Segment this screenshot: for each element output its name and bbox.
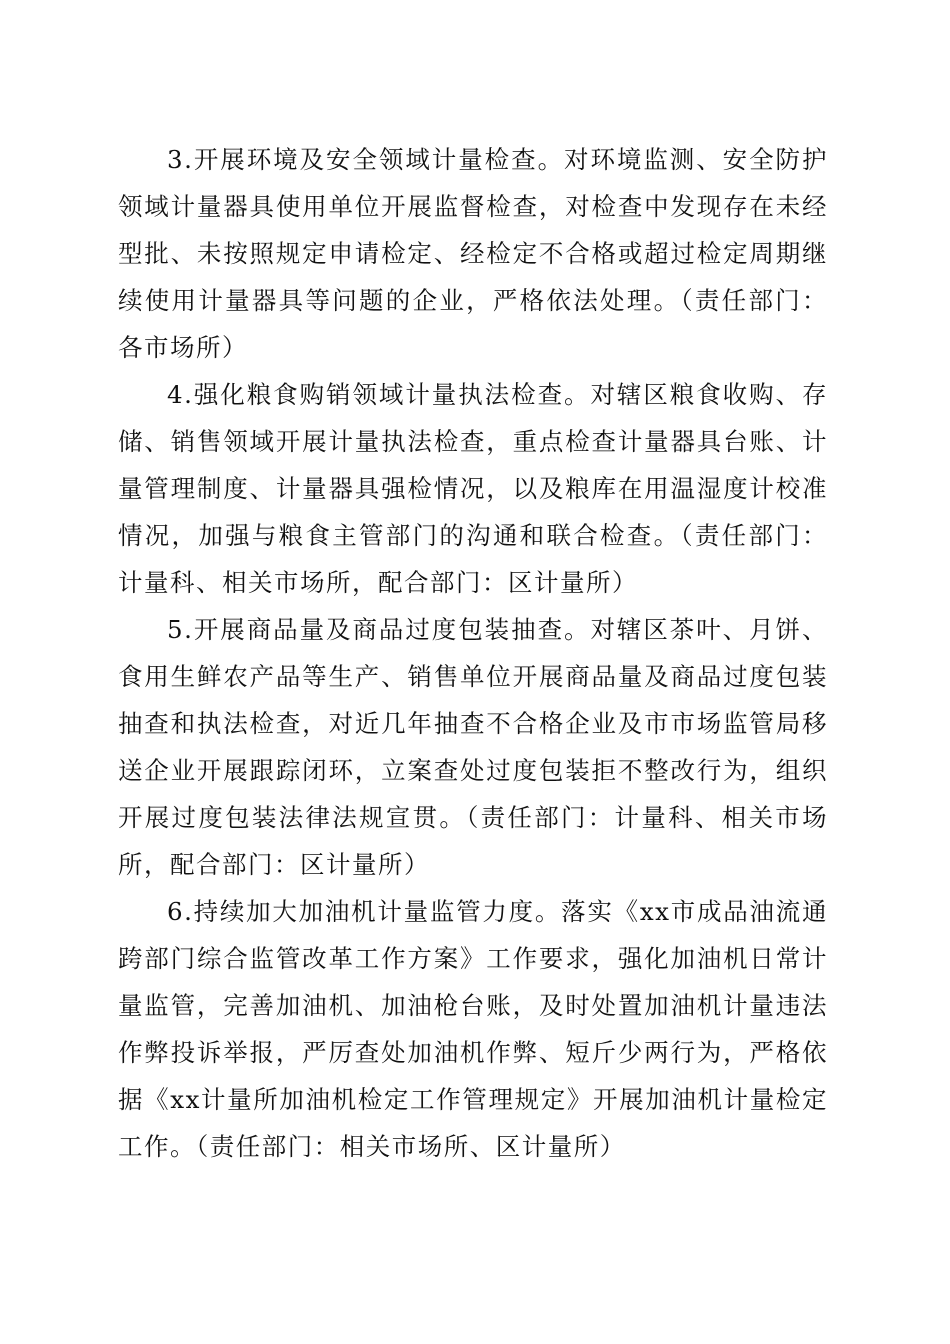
paragraph-line: 量监管，完善加油机、加油枪台账，及时处置加油机计量违法	[118, 991, 828, 1020]
paragraph-line: 情况，加强与粮食主管部门的沟通和联合检查。（责任部门：	[118, 521, 828, 550]
paragraph-item-6	[118, 888, 828, 1170]
paragraph-line: 工作。（责任部门：相关市场所、区计量所）	[118, 1132, 626, 1161]
paragraph-line: 领域计量器具使用单位开展监督检查，对检查中发现存在未经	[118, 192, 828, 221]
document-body	[118, 136, 828, 1170]
paragraph-line: 量管理制度、计量器具强检情况，以及粮库在用温湿度计校准	[118, 474, 828, 503]
paragraph-line: 送企业开展跟踪闭环，立案查处过度包装拒不整改行为，组织	[118, 756, 828, 785]
paragraph-line: 5.开展商品量及商品过度包装抽查。对辖区茶叶、月饼、	[167, 615, 828, 644]
paragraph-line: 抽查和执法检查，对近几年抽查不合格企业及市市场监管局移	[118, 709, 828, 738]
paragraph-item-4	[118, 371, 828, 606]
paragraph-line: 跨部门综合监管改革工作方案》工作要求，强化加油机日常计	[118, 944, 828, 973]
paragraph-line: 开展过度包装法律法规宣贯。（责任部门：计量科、相关市场	[118, 803, 828, 832]
paragraph-line: 所，配合部门：区计量所）	[118, 850, 430, 879]
paragraph-line: 食用生鲜农产品等生产、销售单位开展商品量及商品过度包装	[118, 662, 828, 691]
paragraph-line: 各市场所）	[118, 333, 248, 362]
paragraph-line: 型批、未按照规定申请检定、经检定不合格或超过检定周期继	[118, 239, 828, 268]
paragraph-line: 作弊投诉举报，严厉查处加油机作弊、短斤少两行为，严格依	[118, 1038, 828, 1067]
paragraph-line: 据《xx计量所加油机检定工作管理规定》开展加油机计量检定	[118, 1085, 828, 1114]
paragraph-line: 6.持续加大加油机计量监管力度。落实《xx市成品油流通	[167, 897, 828, 926]
paragraph-line: 计量科、相关市场所，配合部门：区计量所）	[118, 568, 638, 597]
paragraph-item-3	[118, 136, 828, 371]
paragraph-line: 储、销售领域开展计量执法检查，重点检查计量器具台账、计	[118, 427, 828, 456]
paragraph-item-5	[118, 606, 828, 888]
paragraph-line: 3.开展环境及安全领域计量检查。对环境监测、安全防护	[167, 145, 828, 174]
paragraph-line: 4.强化粮食购销领域计量执法检查。对辖区粮食收购、存	[167, 380, 828, 409]
paragraph-line: 续使用计量器具等问题的企业，严格依法处理。（责任部门：	[118, 286, 828, 315]
